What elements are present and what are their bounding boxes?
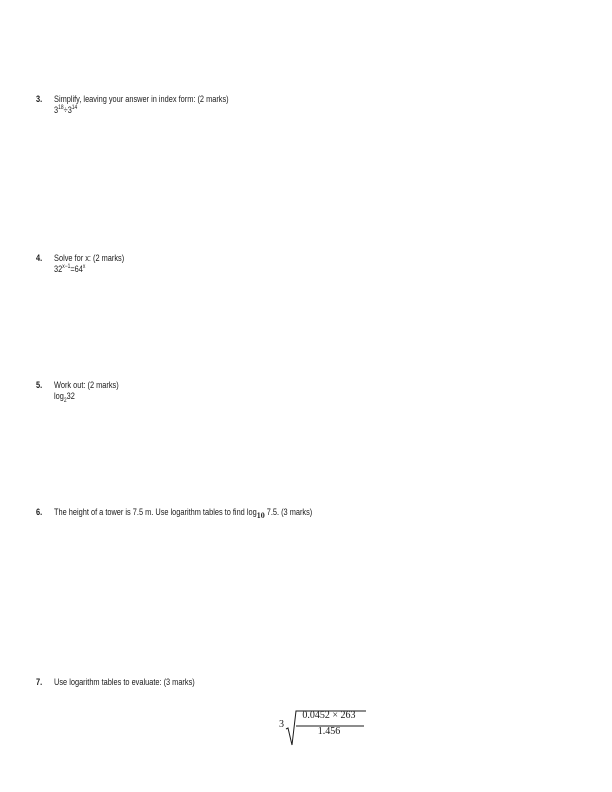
question-7 xyxy=(36,677,195,688)
question-expression: $\log_232$ xyxy=(54,391,75,404)
question-number: 7. xyxy=(36,677,43,687)
question-4 xyxy=(36,253,124,275)
fraction-denominator: 1.456 xyxy=(317,726,341,737)
question-text: Simplify, leaving your answer in index form: (2 marks) xyxy=(54,94,229,104)
question-number: 3. xyxy=(36,94,43,104)
question-number: 6. xyxy=(36,507,43,517)
question-6 xyxy=(36,507,312,518)
question-number: 5. xyxy=(36,380,43,390)
question-expression: $3^{18}\div 3^{14}$ xyxy=(54,105,78,115)
question-text: Solve for x: (2 marks) xyxy=(54,253,125,263)
question-number: 4. xyxy=(36,253,43,263)
question-expression: $32^{x-1}=64^x$ xyxy=(54,264,86,274)
cube-root-formula xyxy=(276,707,376,747)
root-index: 3 xyxy=(279,719,284,730)
fraction-numerator: 0.0452 × 263 xyxy=(302,710,356,721)
question-5 xyxy=(36,380,119,402)
question-text: The height of a tower is 7.5 m. Use logarithm tables to find $\log_{10} 7.5$. (3 marks) xyxy=(54,507,313,520)
question-text: Use logarithm tables to evaluate: (3 marks) xyxy=(54,677,195,687)
question-3 xyxy=(36,94,229,116)
question-text: Work out: (2 marks) xyxy=(54,380,119,390)
